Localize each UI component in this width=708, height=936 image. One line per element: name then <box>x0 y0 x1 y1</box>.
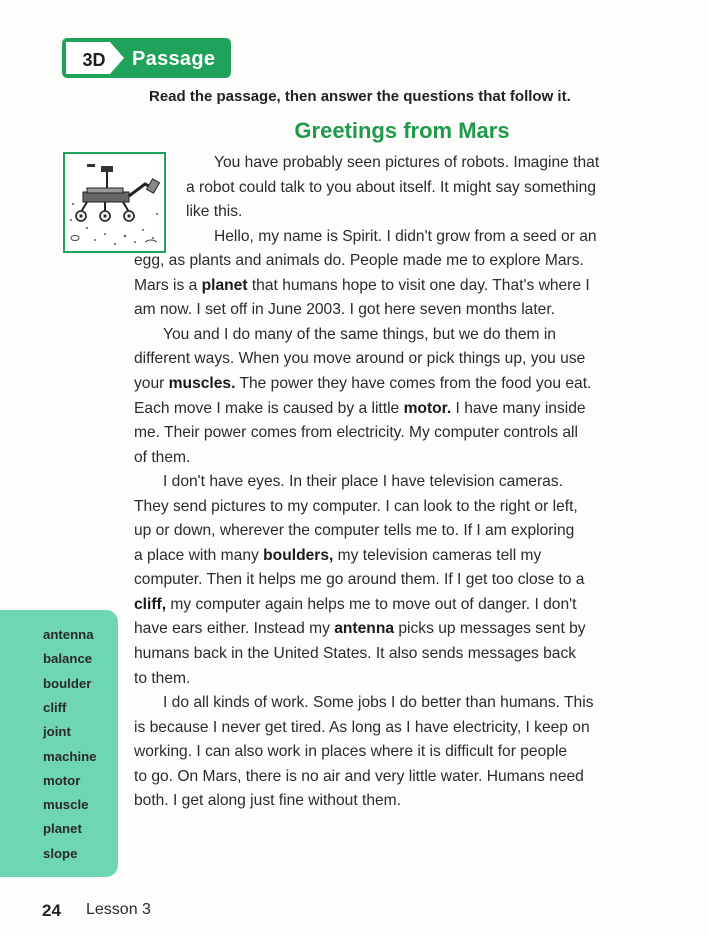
badge-label: Passage <box>132 48 216 70</box>
word-list-item: joint <box>43 724 71 740</box>
passage-text: The power they have comes from the food you eat. <box>235 374 592 392</box>
passage-text: that humans hope to visit one day. That's where I <box>247 276 590 294</box>
passage-text: like this. <box>186 203 243 221</box>
passage-line <box>134 274 590 298</box>
passage-text: my television cameras tell my <box>333 546 542 564</box>
badge-number: 3D <box>82 50 106 70</box>
passage-text: working. I can also work in places where it is difficult for people <box>134 743 568 761</box>
passage-line <box>134 765 584 789</box>
passage-text: my computer again helps me to move out of danger. I don't <box>166 595 577 613</box>
passage-text: I have many inside <box>451 399 586 417</box>
word-list-item: planet <box>43 821 82 837</box>
passage-text: computer. Then it helps me go around them. If I get too close to a <box>134 571 585 589</box>
passage-line <box>134 593 576 617</box>
passage-line <box>134 347 585 371</box>
passage-line <box>134 519 574 543</box>
word-list-item: muscle <box>43 797 89 813</box>
passage-text: both. I get along just fine without them. <box>134 792 401 810</box>
passage-text: Mars is a <box>134 276 202 294</box>
passage-line <box>134 397 586 421</box>
passage-text: me. Their power comes from electricity. My computer controls all <box>134 424 578 442</box>
lesson-label: Lesson 3 <box>86 901 151 918</box>
passage-line <box>214 225 597 249</box>
instructions: Read the passage, then answer the questions that follow it. <box>149 88 571 105</box>
passage-text: I don't have eyes. In their place I have television cameras. <box>163 473 563 491</box>
passage-text: You have probably seen pictures of robots. Imagine that <box>214 154 600 171</box>
passage-line <box>134 249 584 273</box>
page-number: 24 <box>42 901 61 920</box>
passage-line <box>134 298 555 322</box>
word-list-item: balance <box>43 651 93 667</box>
passage-text: You and I do many of the same things, but we do them in <box>163 325 556 343</box>
vocabulary-word: boulders, <box>263 546 334 564</box>
passage-text: different ways. When you move around or pick things up, you use <box>134 350 586 368</box>
passage-line <box>163 323 556 347</box>
passage-line <box>134 495 578 519</box>
passage-text: Each move I make is caused by a little <box>134 399 404 417</box>
passage-line <box>134 667 190 691</box>
passage-text: Hello, my name is Spirit. I didn't grow from a seed or an <box>214 227 597 245</box>
word-list-item: antenna <box>43 627 94 642</box>
passage-line <box>134 740 567 764</box>
passage-line <box>134 446 190 470</box>
rover-icon <box>65 154 164 251</box>
passage-text: is because I never get tired. As long as I have electricity, I keep on <box>134 718 590 736</box>
section-badge <box>62 38 231 78</box>
passage-line <box>163 470 563 494</box>
passage-text: to them. <box>134 669 191 687</box>
passage-line <box>134 617 586 641</box>
vocabulary-word: planet <box>201 276 248 294</box>
passage-text: They send pictures to my computer. I can look to the right or left, <box>134 497 578 515</box>
passage-line <box>134 789 401 813</box>
passage-text: have ears either. Instead my <box>134 620 335 638</box>
passage-text: I do all kinds of work. Some jobs I do better than humans. This <box>163 694 594 712</box>
passage-line <box>163 691 594 715</box>
passage-text: up or down, wherever the computer tells me to. If I am exploring <box>134 522 575 540</box>
passage-text: picks up messages sent by <box>394 620 586 638</box>
vocabulary-word: motor. <box>403 399 452 417</box>
passage-text: am now. I set off in June 2003. I got here seven months later. <box>134 301 555 319</box>
passage-line <box>214 151 599 175</box>
passage-line <box>134 372 591 396</box>
passage-text: a robot could talk to you about itself. It might say something <box>186 178 596 196</box>
passage-line <box>134 642 576 666</box>
passage-text: your <box>134 374 169 392</box>
passage-text: to go. On Mars, there is no air and very little water. Humans need <box>134 767 584 785</box>
passage-line <box>186 200 242 224</box>
word-list-item: machine <box>43 748 97 764</box>
vocabulary-word: cliff, <box>134 595 167 613</box>
word-list-sidebar <box>0 610 118 877</box>
passage-text: of them. <box>134 448 191 466</box>
word-list-item: slope <box>43 845 78 861</box>
passage-text: humans back in the United States. It also sends messages back <box>134 645 577 662</box>
mars-rover-illustration <box>63 152 166 253</box>
passage-line <box>134 544 541 568</box>
passage-line <box>134 421 578 445</box>
vocabulary-word: muscles. <box>168 374 236 392</box>
passage-title: Greetings from Mars <box>294 118 510 143</box>
word-list-item: motor <box>43 772 81 788</box>
vocabulary-word: antenna <box>334 620 395 638</box>
passage-text: egg, as plants and animals do. People made me to explore Mars. <box>134 252 584 270</box>
passage-text: a place with many <box>134 546 264 564</box>
word-list-item: cliff <box>43 699 67 715</box>
passage-line <box>186 176 596 200</box>
passage-line <box>134 716 590 740</box>
passage-line <box>134 568 584 592</box>
word-list-item: boulder <box>43 675 92 691</box>
